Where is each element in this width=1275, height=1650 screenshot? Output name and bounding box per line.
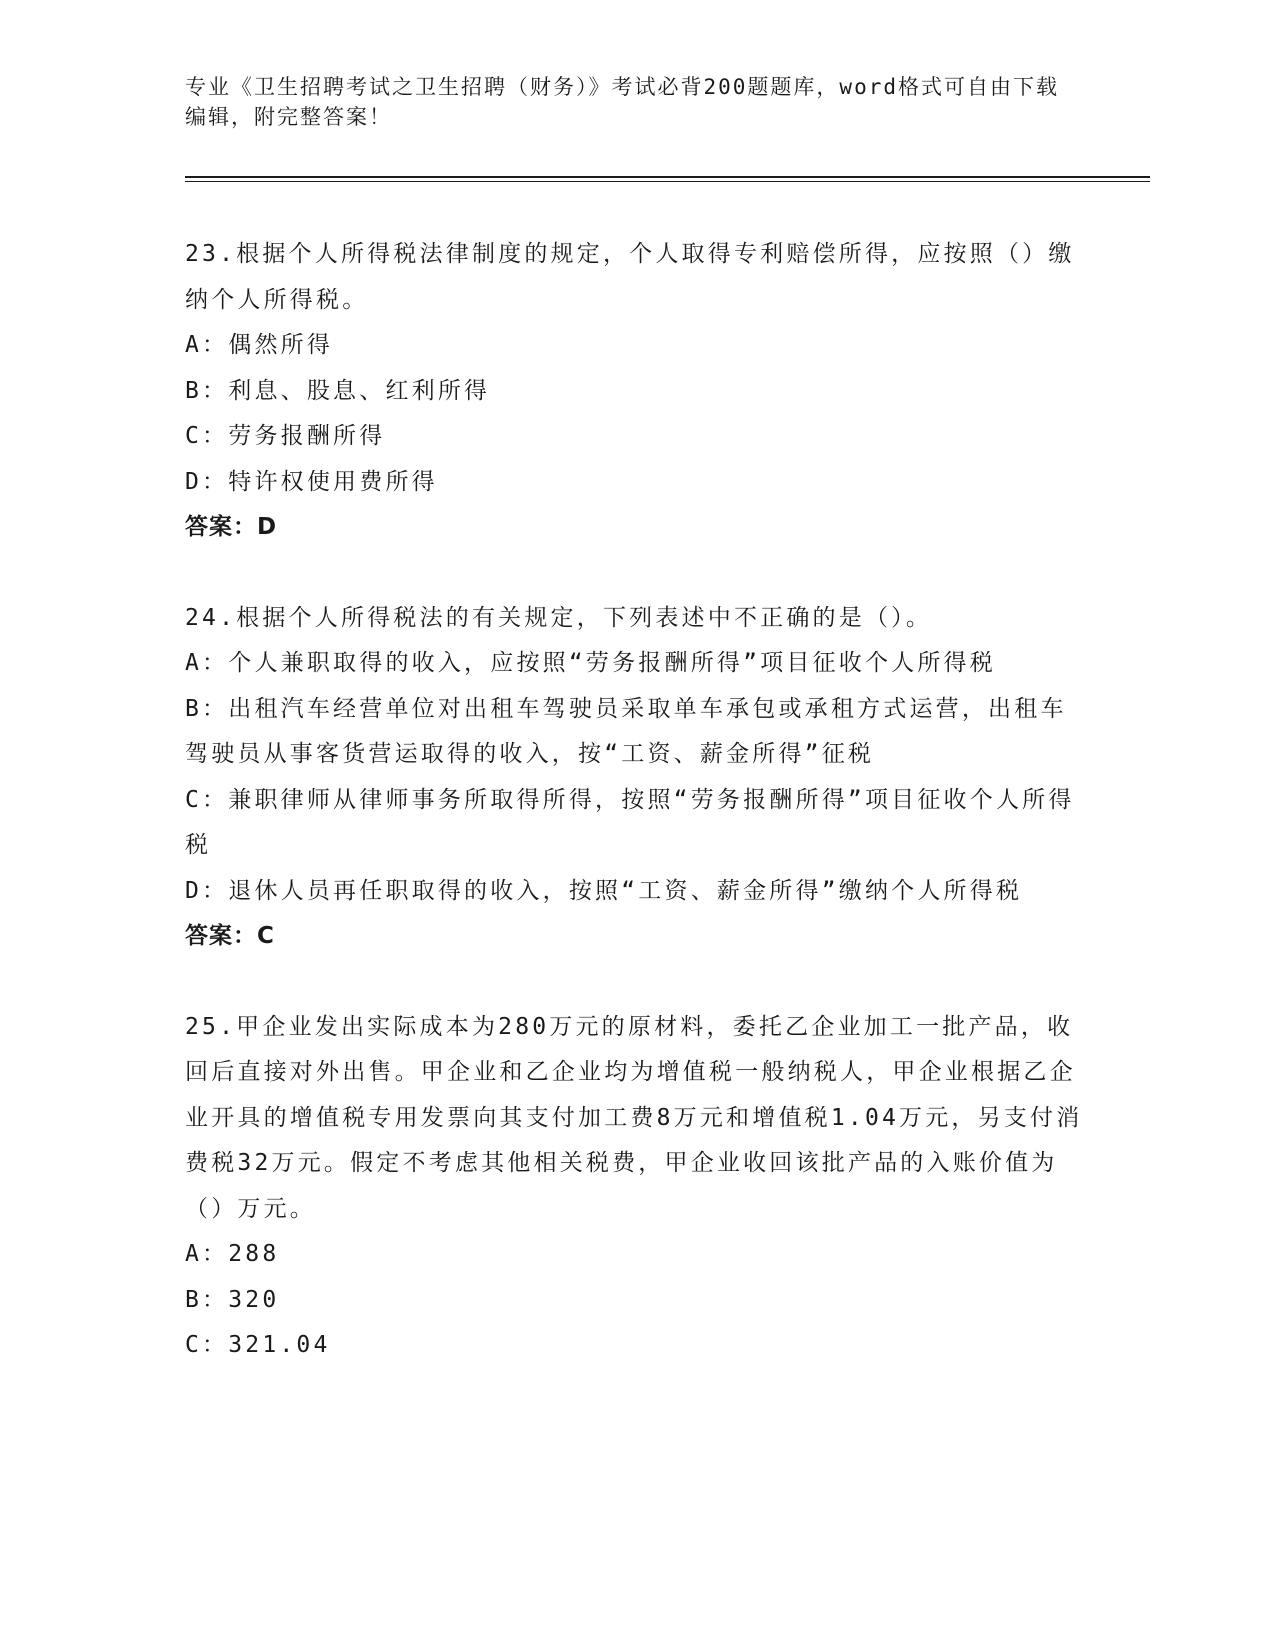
- question-item: [185, 232, 1085, 551]
- option-c: C：兼职律师从律师事务所取得所得，按照“劳务报酬所得”项目征收个人所得税: [185, 786, 1075, 858]
- option-c: C：劳务报酬所得: [185, 423, 386, 449]
- header-divider-thick: [185, 176, 1150, 178]
- question-list: [185, 232, 1085, 1414]
- option-a: A：288: [185, 1241, 280, 1267]
- question-stem: 23.根据个人所得税法律制度的规定，个人取得专利赔偿所得，应按照（）缴纳个人所得税。: [185, 241, 1075, 313]
- question-item: [185, 1005, 1085, 1369]
- option-b: B：出租汽车经营单位对出租车驾驶员采取单车承包或承租方式运营，出租车驾驶员从事客货营运取得的收入，按“工资、薪金所得”征税: [185, 695, 1067, 767]
- option-a: A：个人兼职取得的收入，应按照“劳务报酬所得”项目征收个人所得税: [185, 650, 996, 676]
- header-divider-thin: [185, 181, 1150, 182]
- document-header-text: 专业《卫生招聘考试之卫生招聘（财务）》考试必背200题题库，word格式可自由下载编辑，附完整答案！: [185, 75, 1059, 129]
- answer-label: 答案：D: [185, 514, 278, 540]
- option-d: D：特许权使用费所得: [185, 468, 438, 495]
- question-stem: 24.根据个人所得税法的有关规定，下列表述中不正确的是（）。: [185, 604, 933, 631]
- option-c: C：321.04: [185, 1332, 331, 1358]
- option-b: B：320: [185, 1286, 280, 1313]
- question-stem: 25.甲企业发出实际成本为280万元的原材料，委托乙企业加工一批产品，收回后直接对外出售。甲企业和乙企业均为增值税一般纳税人，甲企业根据乙企业开具的增值税专用发票向其支付加工费8万元和增值税1.04万元，另支付消费税32万元。假定不考虑其他相关税费，甲企业收回该批产品的入账价值为（）万元。: [185, 1013, 1083, 1222]
- option-b: B：利息、股息、红利所得: [185, 377, 491, 404]
- answer-label: 答案：C: [185, 923, 275, 949]
- option-d: D：退休人员再任职取得的收入，按照“工资、薪金所得”缴纳个人所得税: [185, 877, 1023, 904]
- question-item: [185, 596, 1085, 960]
- option-a: A：偶然所得: [185, 332, 334, 358]
